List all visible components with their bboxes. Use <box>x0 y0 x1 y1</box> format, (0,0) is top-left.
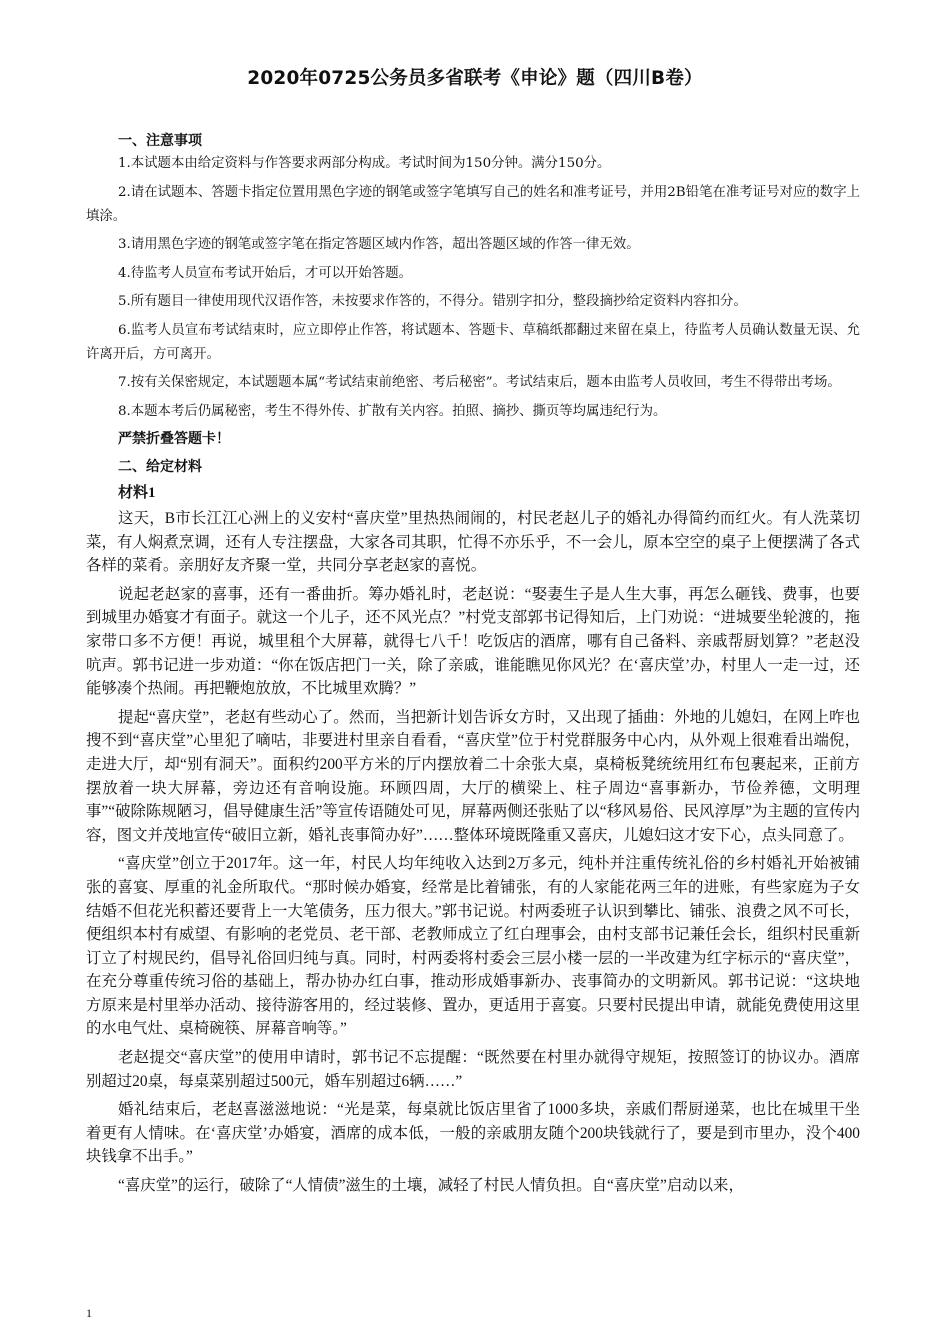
note-item: 3.请用黑色字迹的钢笔或签字笔在指定答题区域内作答，超出答题区域的作答一律无效。 <box>118 237 640 252</box>
material-paragraph: 老赵提交“喜庆堂”的使用申请时，郭书记不忘提醒：“既然要在村里办就得守规矩，按照签订的协议办。酒席别超过20桌，每桌菜别超过500元，婚车别超过6辆……” <box>86 1049 860 1090</box>
note-item: 6.监考人员宣布考试结束时，应立即停止作答，将试题本、答题卡、草稿纸都翻过来留在桌上，待监考人员确认数量无误、允许离开后，方可离开。 <box>86 322 860 362</box>
note-item: 1.本试题本由给定资料与作答要求两部分构成。考试时间为150分钟。满分150分。 <box>118 156 611 171</box>
material-paragraph: 说起老赵家的喜事，还有一番曲折。筹办婚礼时，老赵说：“娶妻生子是人生大事，再怎么砸钱、费事，也要到城里办婚宴才有面子。就这一个儿子，还不风光点？”村党支部郭书记得知后，上门劝说：“进城要坐轮渡的，拖家带口多不方便！再说，城里租个大屏幕，就得七八千！吃饭店的酒席，哪有自己备料、亲戚帮厨划算？”老赵没吭声。郭书记进一步劝道：“你在饭店把门一关，除了亲戚，谁能瞧见你风光？在‘喜庆堂’办，村里人一走一过，还能够凑个热闹。再把鞭炮放放，不比城里欢腾？” <box>86 585 860 698</box>
material-paragraph: “喜庆堂”的运行，破除了“人情债”滋生的土壤，减轻了村民人情负担。自“喜庆堂”启动以来， <box>118 1177 744 1195</box>
warning-text: 严禁折叠答题卡！ <box>118 431 230 447</box>
note-item: 4.待监考人员宣布考试开始后，才可以开始答题。 <box>118 265 412 281</box>
section-heading-notes: 一、注意事项 <box>118 133 202 149</box>
material-paragraph: 这天，B市长江江心洲上的义安村“喜庆堂”里热热闹闹的，村民老赵儿子的婚礼办得简约而红火。有人洗菜切菜，有人焖煮烹调，还有人专注摆盘，大家各司其职，忙得不亦乐乎，不一会儿，原本空空的桌子上便摆满了各式各样的菜肴。亲朋好友齐聚一堂，共同分享老赵家的喜悦。 <box>86 510 860 575</box>
material-label: 材料1 <box>118 485 156 501</box>
material-paragraph: “喜庆堂”创立于2017年。这一年，村民人均年纯收入达到2万多元，纯朴并注重传统礼俗的乡村婚礼开始被铺张的喜宴、厚重的礼金所取代。“那时候办婚宴，经常是比着铺张，有的人家能花两三年的进账，有些家庭为子女结婚不但花光积蓄还要背上一大笔债务，压力很大。”郭书记说。村两委班子认识到攀比、铺张、浪费之风不可长，便组织本村有威望、有影响的老党员、老干部、老教师成立了红白理事会，由村支部书记兼任会长，组织村民重新订立了村规民约，倡导礼俗回归纯与真。同时，村两委将村委会三层小楼一层的一半改建为红字标示的“喜庆堂”，在充分尊重传统习俗的基础上，帮办协办红白事，推动形成婚事新办、丧事简办的文明新风。郭书记说：“这块地方原来是村里举办活动、接待游客用的，经过装修、置办，更适用于喜宴。只要村民提出申请，就能免费使用这里的水电气灶、桌椅碗筷、屏幕音响等。” <box>86 855 860 1038</box>
note-item: 7.按有关保密规定，本试题题本属“考试结束前绝密、考后秘密”。考试结束后，题本由监考人员收回，考生不得带出考场。 <box>118 375 841 390</box>
section-heading-materials: 二、给定材料 <box>118 459 202 475</box>
document-body <box>86 130 860 1203</box>
notes-list <box>86 152 860 424</box>
note-item: 2.请在试题本、答题卡指定位置用黑色字迹的钢笔或签字笔填写自己的姓名和准考证号，并用2B铅笔在准考证号对应的数字上填涂。 <box>86 184 860 224</box>
note-item: 8.本题本考后仍属秘密，考生不得外传、扩散有关内容。拍照、摘抄、撕页等均属违纪行为。 <box>118 403 667 419</box>
page-number: 1 <box>86 1306 92 1320</box>
page-title: 2020年0725公务员多省联考《申论》题（四川B卷） <box>247 68 703 89</box>
note-item: 5.所有题目一律使用现代汉语作答，未按要求作答的，不得分。错别字扣分，整段摘抄给定资料内容扣分。 <box>118 294 747 309</box>
material-paragraph: 提起“喜庆堂”，老赵有些动心了。然而，当把新计划告诉女方时，又出现了插曲：外地的儿媳妇，在网上咋也搜不到“喜庆堂”心里犯了嘀咕，非要进村里亲自看看，“喜庆堂”位于村党群服务中心内，从外观上很难看出端倪，走进大厅，却“别有洞天”。面积约200平方米的厅内摆放着二十余张大桌，桌椅板凳统统用红布包裹起来，正前方摆放着一块大屏幕，旁边还有音响设施。环顾四周，大厅的横梁上、柱子周边“喜事新办，节俭养德，文明理事”“破除陈规陋习，倡导健康生活”等宣传语随处可见，屏幕两侧还张贴了以“移风易俗、民风淳厚”为主题的宣传内容，图文并茂地宣传“破旧立新，婚礼丧事简办好”……整体环境既隆重又喜庆，儿媳妇这才安下心，点头同意了。 <box>86 708 860 844</box>
material-paragraph: 婚礼结束后，老赵喜滋滋地说：“光是菜，每桌就比饭店里省了1000多块，亲戚们帮厨递菜，也比在城里干坐着更有人情味。在‘喜庆堂’办婚宴，酒席的成本低，一般的亲戚朋友随个200块钱就行了，要是到市里办，没个400块钱拿不出手。” <box>86 1101 860 1166</box>
